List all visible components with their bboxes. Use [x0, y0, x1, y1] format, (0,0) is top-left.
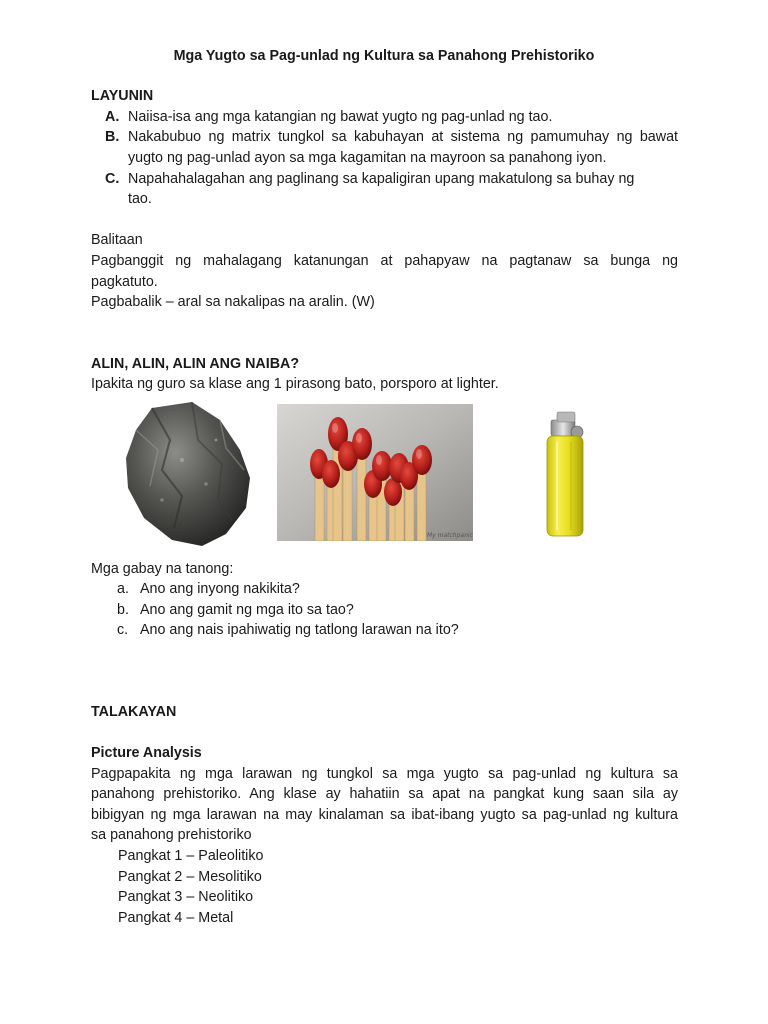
- rock-image: [122, 400, 254, 550]
- talakayan-paragraph-line: Pagpapakita ng mga larawan ng tungkol sa mga yugto sa pag-unlad ng kultura sa: [91, 766, 678, 782]
- lighter-image: [543, 410, 589, 538]
- alin-heading: ALIN, ALIN, ALIN ANG NAIBA?: [91, 356, 300, 372]
- balitaan-label: Balitaan: [91, 232, 143, 248]
- objective-text: Nakabubuo ng matrix tungkol sa kabuhayan at sistema ng pamumuhay ng bawat: [128, 129, 678, 145]
- question-marker: c.: [117, 622, 129, 638]
- balitaan-review: Pagbabalik – aral sa nakalipas na aralin. (W): [91, 294, 375, 310]
- objective-text: tao.: [128, 191, 152, 207]
- balitaan-text: pagkatuto.: [91, 274, 158, 290]
- talakayan-paragraph-line: sa panahong prehistoriko: [91, 827, 252, 843]
- objective-text: Naiisa-isa ang mga katangian ng bawat yugto ng pag-unlad ng tao.: [128, 109, 553, 125]
- alin-instruction: Ipakita ng guro sa klase ang 1 pirasong bato, porsporo at lighter.: [91, 376, 499, 392]
- group-item: Pangkat 4 – Metal: [118, 910, 234, 926]
- talakayan-heading: TALAKAYAN: [91, 704, 177, 720]
- talakayan-paragraph-line: panahong prehistoriko. Ang klase ay hahatiin sa apat na pangkat kung saan sila ay: [91, 786, 678, 802]
- question-text: Ano ang nais ipahiwatig ng tatlong larawan na ito?: [140, 622, 459, 638]
- matches-image: [277, 404, 473, 541]
- objective-text: yugto ng pag-unlad ayon sa mga kagamitan na mayroon sa panahong iyon.: [128, 150, 607, 166]
- objective-marker: B.: [105, 129, 120, 145]
- page-title: Mga Yugto sa Pag-unlad ng Kultura sa Panahong Prehistoriko: [173, 48, 595, 64]
- talakayan-paragraph-line: bibigyan ng mga larawan na may kinalaman sa ibat-ibang yugto sa pag-unlad ng kultura: [91, 807, 678, 823]
- group-item: Pangkat 3 – Neolitiko: [118, 889, 254, 905]
- objective-marker: A.: [105, 109, 120, 125]
- group-item: Pangkat 1 – Paleolitiko: [118, 848, 264, 864]
- guide-label: Mga gabay na tanong:: [91, 561, 234, 577]
- layunin-heading: LAYUNIN: [91, 88, 154, 104]
- photo-caption: My matchpanic: [427, 532, 473, 539]
- objective-text: Napahahalagahan ang paglinang sa kapaligiran upang makatulong sa buhay ng: [128, 171, 635, 187]
- question-text: Ano ang inyong nakikita?: [140, 581, 300, 597]
- group-item: Pangkat 2 – Mesolitiko: [118, 869, 262, 885]
- objective-marker: C.: [105, 171, 120, 187]
- question-text: Ano ang gamit ng mga ito sa tao?: [140, 602, 354, 618]
- picture-analysis-heading: Picture Analysis: [91, 745, 202, 761]
- question-marker: b.: [117, 602, 129, 618]
- question-marker: a.: [117, 581, 129, 597]
- balitaan-text: Pagbanggit ng mahalagang katanungan at pahapyaw na pagtanaw sa bunga ng: [91, 253, 678, 269]
